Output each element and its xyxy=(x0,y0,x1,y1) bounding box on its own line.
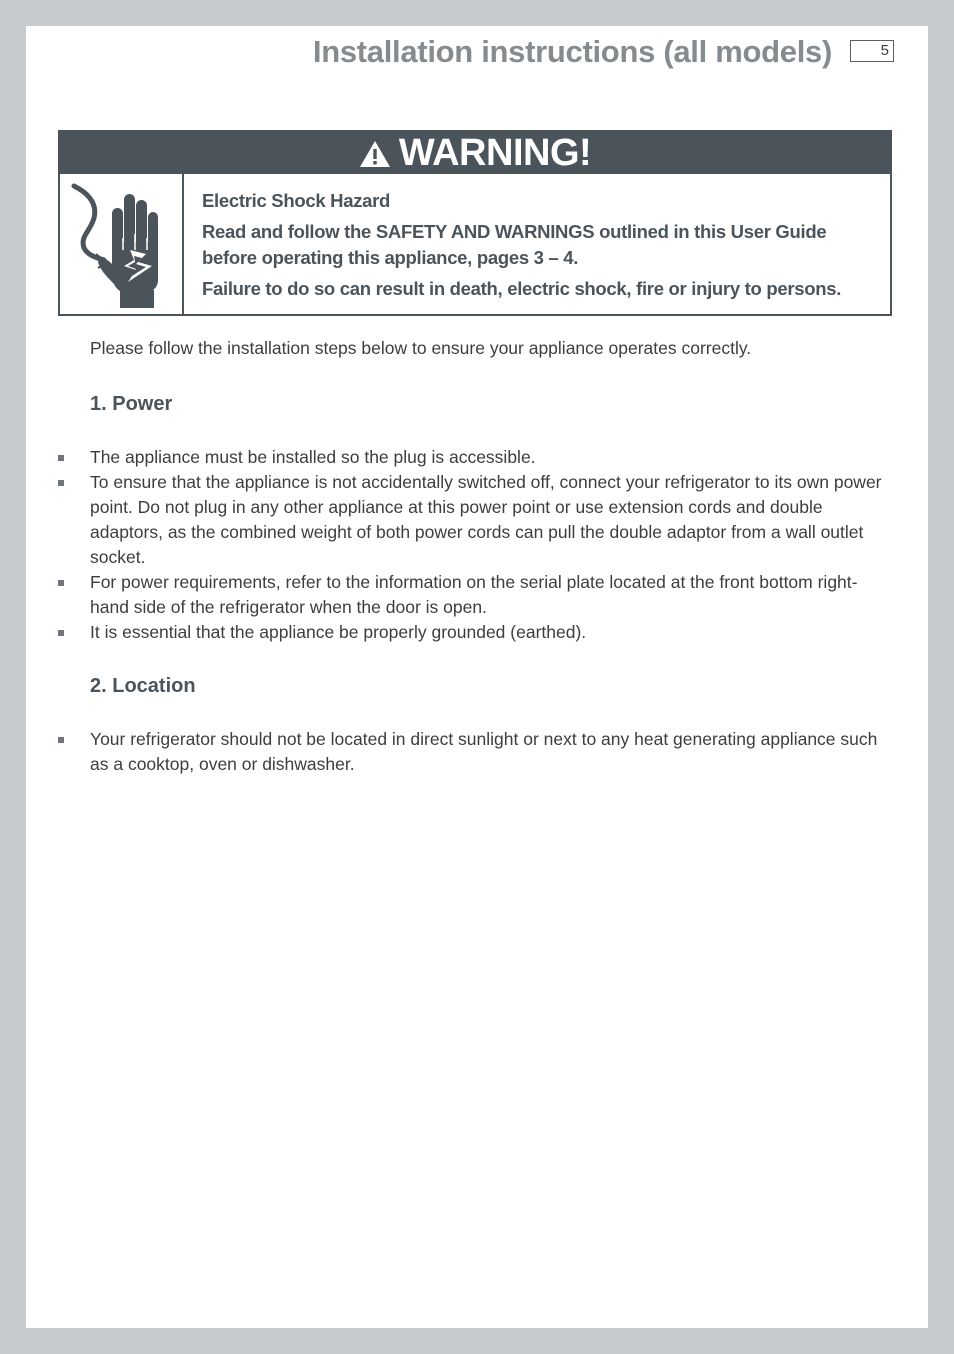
list-item xyxy=(56,570,896,620)
list-item-text: For power requirements, refer to the information on the serial plate located at the front bottom right-hand side of the refrigerator when the door is open. xyxy=(90,572,858,617)
warning-text xyxy=(202,188,882,307)
list-item-text: Your refrigerator should not be located in direct sunlight or next to any heat generating appliance such as a cooktop, oven or dishwasher. xyxy=(90,729,878,774)
warning-hazard: Electric Shock Hazard xyxy=(202,190,391,211)
list-item xyxy=(56,470,896,570)
warning-consequence: Failure to do so can result in death, electric shock, fire or injury to persons. xyxy=(202,278,842,299)
intro-text: Please follow the installation steps below to ensure your appliance operates correctly. xyxy=(90,338,752,358)
bullet-icon xyxy=(58,480,64,486)
list-item xyxy=(56,727,896,777)
list-item-text: To ensure that the appliance is not accidentally switched off, connect your refrigerator to its own power point. Do not plug in any other appliance at this power point or use extension cords and double adaptors, as the combined weight of both power cords can pull the double adaptor from a wall outlet socket. xyxy=(90,472,882,567)
section-heading-location: 2. Location xyxy=(90,675,196,697)
warning-icon-cell xyxy=(60,174,184,314)
section-heading-power: 1. Power xyxy=(90,393,173,415)
warning-triangle-icon xyxy=(359,140,391,168)
warning-header xyxy=(60,132,890,174)
page-title: Installation instructions (all models) xyxy=(312,34,832,69)
bullet-icon xyxy=(58,737,64,743)
warning-instruction: Read and follow the SAFETY AND WARNINGS outlined in this User Guide before operating this appliance, pages 3 – 4. xyxy=(202,221,827,268)
list-item xyxy=(56,620,896,645)
list-item-text: It is essential that the appliance be properly grounded (earthed). xyxy=(90,622,587,642)
list-item-text: The appliance must be installed so the plug is accessible. xyxy=(90,447,536,467)
bullet-icon xyxy=(58,630,64,636)
electric-shock-hand-icon xyxy=(68,178,172,310)
power-list xyxy=(56,445,896,645)
list-item xyxy=(56,445,896,470)
location-list xyxy=(56,727,896,777)
warning-title: WARNING! xyxy=(398,131,592,174)
bullet-icon xyxy=(58,455,64,461)
bullet-icon xyxy=(58,580,64,586)
warning-box xyxy=(58,130,892,316)
document-page xyxy=(26,26,928,1328)
page-number: 5 xyxy=(850,40,894,62)
